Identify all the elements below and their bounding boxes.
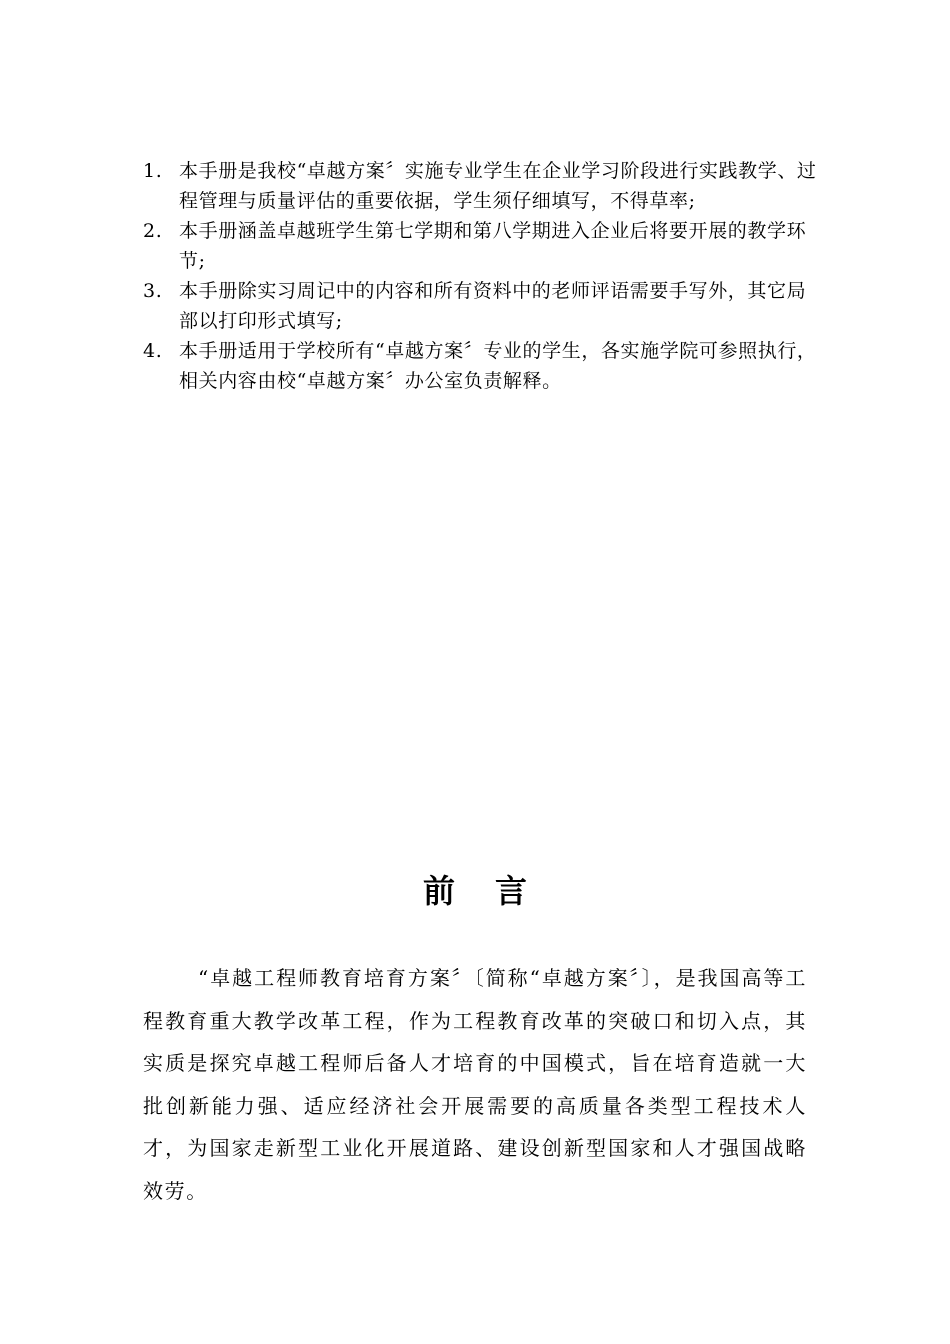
preface-title: 前言 xyxy=(422,872,567,910)
preface-body: “卓越工程师教育培育方案〞〔简称“卓越方案〞〕，是我国高等工程教育重大教学改革工程，作为工程教育改革的突破口和切入点，其实质是探究卓越工程师后备人才培育的中国模式，旨在培育造就一大批创新能力强、适应经济社会开展需要的高质量各类型工程技术人才，为国家走新型工业化开展道路、建设创新型国家和人才强国战略效劳。 xyxy=(143,966,807,1203)
instruction-item-2 xyxy=(143,216,823,276)
instruction-text: 本手册涵盖卓越班学生第七学期和第八学期进入企业后将要开展的教学环节; xyxy=(179,220,807,272)
instruction-number: 4. xyxy=(143,340,163,362)
instruction-text: 本手册适用于学校所有“卓越方案〞专业的学生，各实施学院可参照执行，相关内容由校“卓越方案〞办公室负责解释。 xyxy=(179,340,817,392)
instruction-item-1 xyxy=(143,156,823,216)
instruction-text: 本手册除实习周记中的内容和所有资料中的老师评语需要手写外，其它局部以打印形式填写; xyxy=(179,280,807,332)
instruction-number: 1. xyxy=(143,160,163,182)
instruction-item-3 xyxy=(143,276,823,336)
instruction-item-4 xyxy=(143,336,823,396)
instruction-number: 2. xyxy=(143,220,163,242)
instruction-text: 本手册是我校“卓越方案〞实施专业学生在企业学习阶段进行实践教学、过程管理与质量评估的重要依据，学生须仔细填写，不得草率; xyxy=(179,160,817,212)
instructions-list xyxy=(143,156,823,396)
instruction-number: 3. xyxy=(143,280,163,302)
